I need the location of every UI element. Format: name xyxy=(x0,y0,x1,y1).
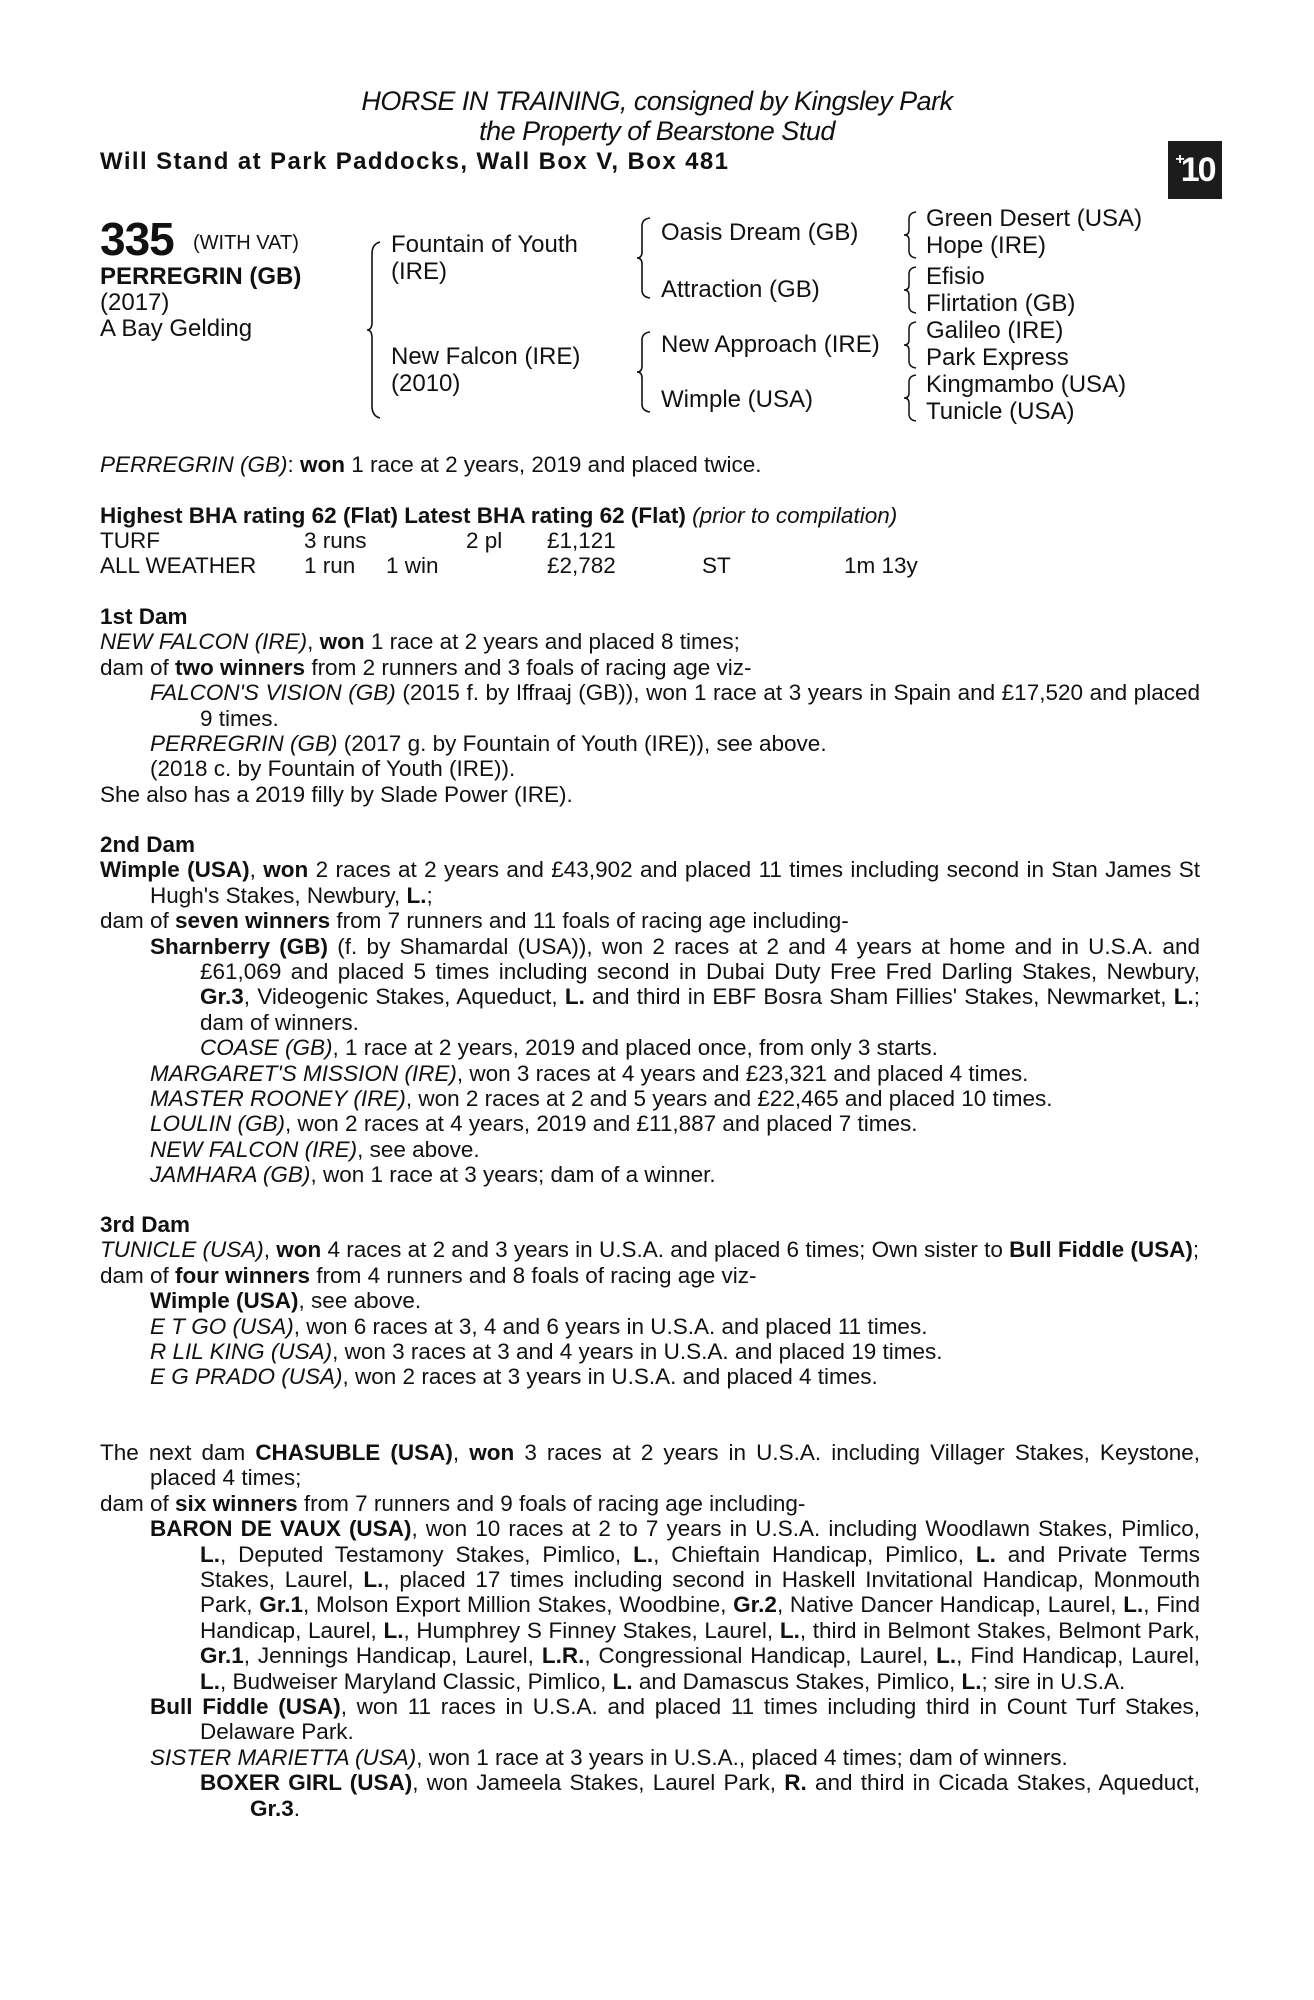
bold-text: Bull Fiddle (USA) xyxy=(150,1694,341,1720)
dam-paragraph xyxy=(100,655,1200,680)
italic-text: FALCON'S VISION (GB) xyxy=(150,680,396,706)
bold-text: L. xyxy=(383,1617,404,1643)
plus-icon: + xyxy=(1175,151,1183,168)
ancestor: Flirtation (GB) xyxy=(926,290,1076,317)
italic-text: NEW FALCON (IRE) xyxy=(150,1136,358,1162)
bold-text: L. xyxy=(975,1541,996,1567)
text: and third in EBF Bosra Sham Fillies' Stakes, Newmarket, xyxy=(584,984,1174,1010)
runs: 1 run xyxy=(304,553,356,579)
race-summary xyxy=(100,452,1200,477)
foaling-year: (2017) xyxy=(100,289,170,316)
text: from 4 runners and 8 foals of racing age viz- xyxy=(310,1262,757,1288)
ancestor: Hope (IRE) xyxy=(926,232,1047,259)
ancestor: Tunicle (USA) xyxy=(926,398,1075,425)
progeny-entry xyxy=(100,680,1200,731)
text: 3 races at 2 years in U.S.A. including Villager Stakes, Keystone, placed 4 times; xyxy=(150,1440,1200,1491)
italic-text: LOULIN (GB) xyxy=(150,1111,286,1137)
gen2-brace-icon xyxy=(636,330,656,414)
bold-text: L. xyxy=(200,1668,220,1694)
text: (2015 f. by Iffraaj (GB)), won 1 race at 3 years in Spain and £17,520 and placed 9 times. xyxy=(200,680,1200,731)
lot-number: 335 xyxy=(100,213,174,265)
prize-money: £2,782 xyxy=(547,553,616,579)
text: , won 1 race at 3 years; dam of a winner. xyxy=(310,1162,716,1188)
text: , xyxy=(263,1237,277,1263)
bold-text: L. xyxy=(1123,1592,1144,1618)
stable-location: Will Stand at Park Paddocks, Wall Box V, Box 481 xyxy=(100,148,730,175)
dam-paragraph xyxy=(100,1440,1200,1491)
vat-note: (WITH VAT) xyxy=(193,232,299,254)
record-row xyxy=(100,528,1200,553)
text: dam of xyxy=(100,908,176,934)
progeny-entry xyxy=(100,1694,1200,1745)
gen3-brace-icon xyxy=(902,210,920,260)
surface: TURF xyxy=(100,528,160,553)
text: and third in Cicada Stakes, Aqueduct, xyxy=(806,1770,1200,1796)
ancestor: Efisio xyxy=(926,263,985,290)
dam-paragraph xyxy=(100,782,1200,807)
text: , Deputed Testamony Stakes, Pimlico, xyxy=(220,1541,634,1567)
second-dam-section xyxy=(100,832,1200,1188)
first-dam-section xyxy=(100,604,1200,807)
italic-text: MASTER ROONEY (IRE) xyxy=(150,1086,406,1112)
italic-text: JAMHARA (GB) xyxy=(150,1162,311,1188)
bold-text: BOXER GIRL (USA) xyxy=(200,1770,413,1796)
bold-text: Gr.2 xyxy=(733,1592,777,1618)
text: , Chieftain Handicap, Pimlico, xyxy=(653,1541,976,1567)
bold-text: CHASUBLE (USA) xyxy=(255,1440,453,1465)
badge-number: 10 xyxy=(1180,150,1215,189)
text: , won 3 races at 3 and 4 years in U.S.A. and placed 19 times. xyxy=(332,1339,943,1365)
sire-name-line1: Fountain of Youth xyxy=(391,231,578,258)
italic-text: PERREGRIN (GB) xyxy=(100,452,288,477)
record-row xyxy=(100,553,1200,578)
ratings-text: Highest BHA rating 62 (Flat) Latest BHA rating 62 (Flat) xyxy=(100,503,686,528)
text: , 1 race at 2 years, 2019 and placed once, from only 3 starts. xyxy=(332,1035,938,1061)
third-dam-section xyxy=(100,1212,1200,1390)
progeny-entry xyxy=(100,1061,1200,1086)
text: ; sire in U.S.A. xyxy=(981,1668,1126,1694)
bold-text: L. xyxy=(779,1617,800,1643)
text: 1 race at 2 years, 2019 and placed twice. xyxy=(345,452,762,477)
runs: 3 runs xyxy=(304,528,367,553)
text: and Private Terms Stakes, Laurel, xyxy=(200,1541,1201,1593)
text: , Humphrey S Finney Stakes, Laurel, xyxy=(403,1617,780,1643)
italic-text: PERREGRIN (GB) xyxy=(150,731,338,757)
gen3-brace-icon xyxy=(902,373,920,423)
bold-text: won xyxy=(300,452,346,477)
progeny-entry xyxy=(100,1035,1200,1060)
bold-text: Gr.3 xyxy=(250,1795,294,1821)
text: (2018 c. by Fountain of Youth (IRE)). xyxy=(150,756,516,782)
italic-text: SISTER MARIETTA (USA) xyxy=(150,1744,417,1770)
bold-text: Gr.1 xyxy=(259,1592,304,1618)
progeny-entry xyxy=(100,756,1200,781)
text: She also has a 2019 filly by Slade Power (IRE). xyxy=(100,781,573,807)
prize-money: £1,121 xyxy=(547,528,616,553)
text: , xyxy=(249,857,264,883)
bold-text: won xyxy=(263,857,309,883)
bold-text: L.R. xyxy=(541,1643,585,1669)
sire-dam: Attraction (GB) xyxy=(661,276,820,303)
bold-text: four winners xyxy=(175,1262,311,1288)
text: , placed 17 times including second in Haskell Invitational Handicap, Monmouth Park, xyxy=(200,1567,1200,1618)
progeny-entry xyxy=(100,1770,1200,1821)
bold-text: won xyxy=(319,629,365,655)
bold-text: L. xyxy=(936,1643,957,1669)
ancestor: Green Desert (USA) xyxy=(926,205,1143,232)
text: , Jennings Handicap, Laurel, xyxy=(243,1643,542,1669)
progeny-entry xyxy=(100,1162,1200,1187)
bold-text: L. xyxy=(633,1541,654,1567)
horse-name: PERREGRIN (GB) xyxy=(100,263,302,290)
text: : xyxy=(287,452,301,477)
distance: 1m 13y xyxy=(844,553,918,579)
dam-name-line1: New Falcon (IRE) xyxy=(391,343,581,370)
text: , won Jameela Stakes, Laurel Park, xyxy=(412,1770,785,1796)
text: 1 race at 2 years and placed 8 times; xyxy=(364,629,740,655)
dam-paragraph xyxy=(100,1263,1200,1288)
text: from 7 runners and 9 foals of racing age including- xyxy=(297,1490,806,1516)
text: , xyxy=(452,1440,470,1465)
section-heading: 2nd Dam xyxy=(100,832,196,857)
dam-paragraph xyxy=(100,908,1200,933)
bold-text: BARON DE VAUX (USA) xyxy=(150,1516,412,1542)
section-heading: 3rd Dam xyxy=(100,1212,191,1237)
bold-text: seven winners xyxy=(175,908,331,934)
progeny-entry xyxy=(100,934,1200,1036)
text: dam of xyxy=(100,654,176,680)
text: , won 2 races at 3 years in U.S.A. and placed 4 times. xyxy=(342,1364,878,1390)
bold-text: Bull Fiddle (USA) xyxy=(1009,1237,1193,1263)
gen3-brace-icon xyxy=(902,265,920,315)
ancestor: Park Express xyxy=(926,344,1069,371)
progeny-entry xyxy=(100,1314,1200,1339)
bold-text: Gr.3 xyxy=(200,984,244,1010)
text: , Molson Export Million Stakes, Woodbine, xyxy=(303,1592,734,1618)
horse-description: A Bay Gelding xyxy=(100,315,253,342)
placed: 2 pl xyxy=(466,528,503,553)
text: , see above. xyxy=(298,1288,422,1314)
sire-dam-brace-icon xyxy=(366,240,386,420)
text: , won 2 races at 2 and 5 years and £22,465 and placed 10 times. xyxy=(405,1086,1053,1112)
bold-text: L. xyxy=(961,1668,982,1694)
italic-text: E T GO (USA) xyxy=(150,1313,294,1339)
bold-text: won xyxy=(276,1237,322,1263)
text: dam of xyxy=(100,1262,176,1288)
italic-text: NEW FALCON (IRE) xyxy=(100,629,308,655)
text: , won 10 races at 2 to 7 years in U.S.A. including Woodlawn Stakes, Pimlico, xyxy=(411,1516,1200,1542)
bold-text: won xyxy=(469,1440,515,1465)
bold-text: Sharnberry (GB) xyxy=(150,933,329,959)
progeny-entry xyxy=(100,1339,1200,1364)
dam-dam: Wimple (USA) xyxy=(661,386,814,413)
progeny-entry xyxy=(100,1745,1200,1770)
text: and Damascus Stakes, Pimlico, xyxy=(632,1668,962,1694)
vendor-line: the Property of Bearstone Stud xyxy=(479,116,835,146)
progeny-entry xyxy=(100,1516,1200,1694)
dam-sire: New Approach (IRE) xyxy=(661,331,880,358)
text: , won 3 races at 4 years and £23,321 and placed 4 times. xyxy=(456,1060,1029,1086)
gen2-brace-icon xyxy=(636,216,656,300)
italic-text: R LIL KING (USA) xyxy=(150,1339,333,1365)
ratings-note: (prior to compilation) xyxy=(685,503,898,528)
text: ; xyxy=(1192,1237,1200,1263)
progeny-entry xyxy=(100,1111,1200,1136)
dam-name-line2: (2010) xyxy=(391,370,461,397)
text: dam of xyxy=(100,1490,176,1516)
progeny-entry xyxy=(100,1364,1200,1389)
text: 2 races at 2 years and £43,902 and placed 11 times including second in Stan James St Hugh's Stakes, Newbury, xyxy=(150,857,1200,908)
text: , won 2 races at 4 years, 2019 and £11,887 and placed 7 times. xyxy=(285,1111,918,1137)
bold-text: L. xyxy=(1173,984,1194,1010)
dam-paragraph xyxy=(100,1237,1200,1262)
text: 4 races at 2 and 3 years in U.S.A. and placed 6 times; Own sister to xyxy=(321,1237,1010,1263)
text: from 2 runners and 3 foals of racing age viz- xyxy=(305,654,752,680)
bold-text: L. xyxy=(406,882,427,908)
text: , Find Handicap, Laurel, xyxy=(200,1592,1200,1643)
gen3-brace-icon xyxy=(902,320,920,370)
italic-text: E G PRADO (USA) xyxy=(150,1364,343,1390)
bold-text: two winners xyxy=(175,654,306,680)
race-record-table xyxy=(100,528,1200,579)
bold-text: L. xyxy=(363,1567,384,1593)
ancestor: Galileo (IRE) xyxy=(926,317,1064,344)
dam-paragraph xyxy=(100,857,1200,908)
bold-text: Gr.1 xyxy=(200,1643,244,1669)
day-badge xyxy=(1168,141,1222,199)
text: , third in Belmont Stakes, Belmont Park, xyxy=(799,1617,1200,1643)
catalogue-heading: HORSE IN TRAINING, consigned by Kingsley Park xyxy=(361,86,953,116)
bold-text: six winners xyxy=(175,1490,298,1516)
progeny-entry xyxy=(100,731,1200,756)
dam-paragraph xyxy=(100,1491,1200,1516)
text: , xyxy=(307,629,320,655)
text: , Native Dancer Handicap, Laurel, xyxy=(776,1592,1124,1618)
wins: 1 win xyxy=(386,553,439,579)
bold-text: L. xyxy=(612,1668,633,1694)
italic-text: COASE (GB) xyxy=(200,1035,333,1061)
text: , Congressional Handicap, Laurel, xyxy=(584,1643,937,1669)
text: , see above. xyxy=(357,1136,480,1162)
text: ; xyxy=(426,882,433,908)
text: . xyxy=(293,1795,301,1821)
section-heading: 1st Dam xyxy=(100,604,188,629)
surface: ALL WEATHER xyxy=(100,553,257,579)
text: from 7 runners and 11 foals of racing age including- xyxy=(330,908,849,934)
bold-text: Wimple (USA) xyxy=(150,1288,299,1314)
bha-ratings xyxy=(100,503,1200,528)
next-dam-section xyxy=(100,1440,1200,1821)
progeny-entry xyxy=(100,1086,1200,1111)
text: , won 6 races at 3, 4 and 6 years in U.S.A. and placed 11 times. xyxy=(293,1313,928,1339)
bold-text: Wimple (USA) xyxy=(100,857,250,883)
sire-sire: Oasis Dream (GB) xyxy=(661,219,859,246)
going: ST xyxy=(702,553,731,579)
progeny-entry xyxy=(100,1137,1200,1162)
text: , won 1 race at 3 years in U.S.A., placed 4 times; dam of winners. xyxy=(416,1744,1068,1770)
text: , Videogenic Stakes, Aqueduct, xyxy=(243,984,565,1010)
text: , won 11 races in U.S.A. and placed 11 times including third in Count Turf Stakes, Delaware Park. xyxy=(200,1694,1200,1745)
text: (2017 g. by Fountain of Youth (IRE)), see above. xyxy=(337,731,827,757)
progeny-entry xyxy=(100,1288,1200,1313)
italic-text: TUNICLE (USA) xyxy=(100,1237,264,1263)
text: (f. by Shamardal (USA)), won 2 races at 2 and 4 years at home and in U.S.A. and £61,069 and placed 5 times including second in Dubai Duty Free Fred Darling Stakes, Newbury, xyxy=(200,933,1200,985)
sire-name-line2: (IRE) xyxy=(391,258,447,285)
ancestor: Kingmambo (USA) xyxy=(926,371,1127,398)
italic-text: MARGARET'S MISSION (IRE) xyxy=(150,1060,457,1086)
text: , Budweiser Maryland Classic, Pimlico, xyxy=(220,1668,613,1694)
bold-text: L. xyxy=(200,1541,220,1567)
bold-text: L. xyxy=(564,984,585,1010)
text: The next dam xyxy=(100,1440,256,1465)
dam-paragraph xyxy=(100,629,1200,654)
text: , Find Handicap, Laurel, xyxy=(956,1643,1201,1669)
text: ; dam of winners. xyxy=(200,984,1200,1035)
bold-text: R. xyxy=(784,1770,807,1796)
